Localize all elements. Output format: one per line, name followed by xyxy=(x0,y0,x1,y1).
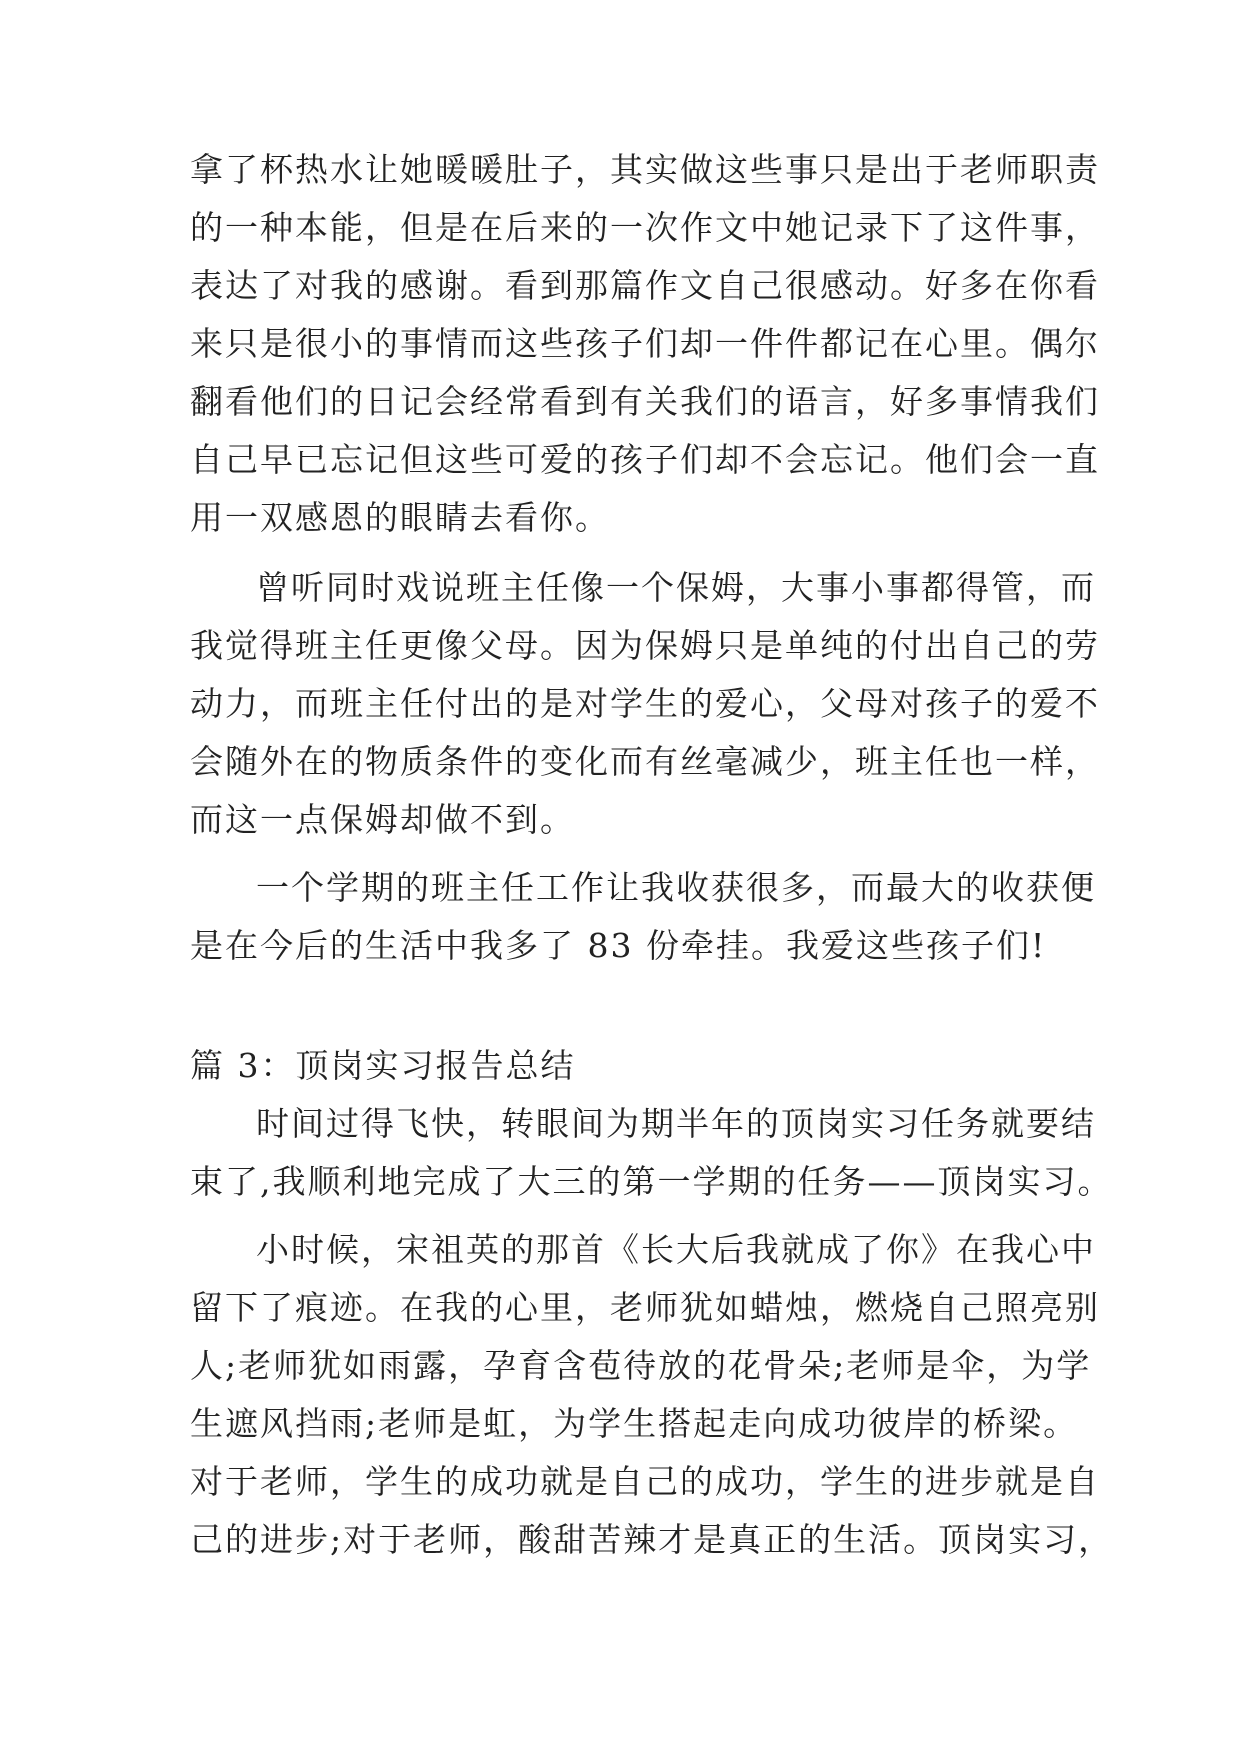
paragraph-2-line-4: 会随外在的物质条件的变化而有丝毫减少，班主任也一样， xyxy=(190,742,1100,781)
paragraph-1-line-4: 来只是很小的事情而这些孩子们却一件件都记在心里。偶尔 xyxy=(190,324,1100,363)
paragraph-5-line-1: 小时候，宋祖英的那首《长大后我就成了你》在我心中 xyxy=(256,1230,1096,1269)
paragraph-2-line-1: 曾听同时戏说班主任像一个保姆，大事小事都得管，而 xyxy=(256,568,1096,607)
paragraph-5-line-5: 对于老师，学生的成功就是自己的成功，学生的进步就是自 xyxy=(190,1462,1100,1501)
paragraph-5-line-6: 己的进步;对于老师，酸甜苦辣才是真正的生活。顶岗实习， xyxy=(190,1520,1114,1559)
paragraph-5-line-4: 生遮风挡雨;老师是虹，为学生搭起走向成功彼岸的桥梁。 xyxy=(190,1404,1079,1443)
paragraph-1-line-6: 自己早已忘记但这些可爱的孩子们却不会忘记。他们会一直 xyxy=(190,440,1100,479)
paragraph-1-line-5: 翻看他们的日记会经常看到有关我们的语言，好多事情我们 xyxy=(190,382,1100,421)
paragraph-2-line-3: 动力，而班主任付出的是对学生的爱心，父母对孩子的爱不 xyxy=(190,684,1100,723)
paragraph-4-line-1: 时间过得飞快，转眼间为期半年的顶岗实习任务就要结 xyxy=(256,1104,1096,1143)
paragraph-5-line-2: 留下了痕迹。在我的心里，老师犹如蜡烛，燃烧自己照亮别 xyxy=(190,1288,1100,1327)
paragraph-3-line-1: 一个学期的班主任工作让我收获很多，而最大的收获便 xyxy=(256,868,1096,907)
paragraph-1-line-3: 表达了对我的感谢。看到那篇作文自己很感动。好多在你看 xyxy=(190,266,1100,305)
paragraph-4-line-2: 束了,我顺利地完成了大三的第一学期的任务——顶岗实习。 xyxy=(190,1162,1113,1201)
paragraph-5-line-3: 人;老师犹如雨露，孕育含苞待放的花骨朵;老师是伞，为学 xyxy=(190,1346,1092,1385)
paragraph-1-line-2: 的一种本能，但是在后来的一次作文中她记录下了这件事， xyxy=(190,208,1100,247)
paragraph-1-line-1: 拿了杯热水让她暖暖肚子，其实做这些事只是出于老师职责 xyxy=(190,150,1100,189)
section-heading: 篇 3：顶岗实习报告总结 xyxy=(190,1046,576,1085)
paragraph-2-line-5: 而这一点保姆却做不到。 xyxy=(190,800,575,839)
paragraph-1-line-7: 用一双感恩的眼睛去看你。 xyxy=(190,498,610,537)
paragraph-2-line-2: 我觉得班主任更像父母。因为保姆只是单纯的付出自己的劳 xyxy=(190,626,1100,665)
paragraph-3-line-2: 是在今后的生活中我多了 83 份牵挂。我爱这些孩子们! xyxy=(190,926,1047,965)
